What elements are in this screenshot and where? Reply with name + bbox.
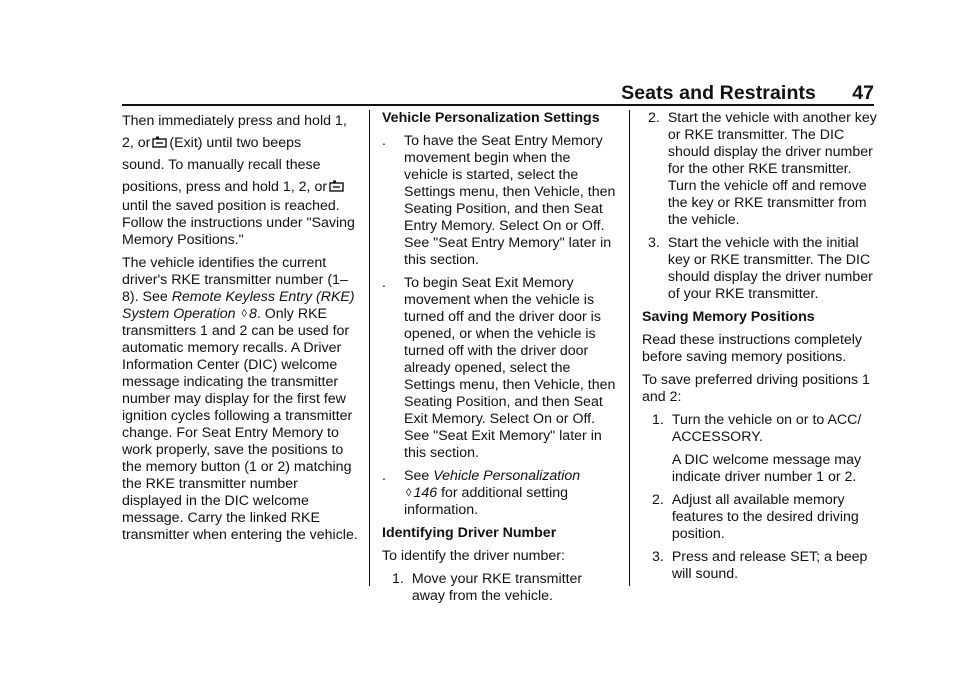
list-item: 2. Adjust all available memory features to the desired driving position. xyxy=(652,492,859,542)
list-item: 3. Start the vehicle with the initial key or RKE transmitter. The DIC should display the driver number of your RKE transmitter. xyxy=(648,235,873,302)
bullet-icon: . xyxy=(382,468,386,484)
page-number: 47 xyxy=(852,82,874,104)
saving-intro: Read these instructions completely before saving memory positions. xyxy=(642,332,863,365)
step-number: 3. xyxy=(652,549,664,565)
recall-paragraph: Then immediately press and hold 1, 2, or (Exit) until two beeps sound. To manually recall these positions, press and hold 1, 2, or until the saved position is reached. Follow the instructions under "Saving Memory Positions." xyxy=(122,113,355,248)
step-number: 3. xyxy=(648,235,660,251)
list-item: 3. Press and release SET; a beep will sound. xyxy=(652,549,868,582)
column-2 xyxy=(382,110,618,611)
list-item: 1. Move your RKE transmitter away from the vehicle. xyxy=(392,571,583,604)
vehicle-personalization-link[interactable]: Vehicle Personalization xyxy=(433,468,581,484)
step-number: 1. xyxy=(392,571,404,587)
exit-seat-icon-2 xyxy=(329,180,344,192)
bullet-icon: . xyxy=(382,275,386,291)
step-number: 2. xyxy=(652,492,664,508)
identify-intro: To identify the driver number: xyxy=(382,548,565,564)
rke-page-ref[interactable]: 8 xyxy=(248,306,257,322)
heading-saving-memory: Saving Memory Positions xyxy=(642,309,815,325)
column-divider-2 xyxy=(629,110,630,586)
vehicle-personalization-page-ref[interactable]: 146 xyxy=(413,485,438,501)
list-item: 2. Start the vehicle with another key or RKE transmitter. The DIC should display the driver number for the other RKE transmitter. Turn the vehicle off and remove the key or RKE transmitter from the vehicle. xyxy=(648,110,877,228)
list-item: . To have the Seat Entry Memory movement begin when the vehicle is started, select the Settings menu, then Vehicle, then Seating Position, and then Seat Entry Memory. Select On or Off. See "Seat Entry Memory" later in this section. xyxy=(382,133,616,268)
list-item: . To begin Seat Exit Memory movement when the vehicle is turned off and the driver door is opened, or when the vehicle is turned off with the driver door already opened, select the Settings menu, then Vehicle, then Seating Position, and then Seat Exit Memory. Select On or Off. See "Seat Exit Memory" later in this section. xyxy=(382,275,616,461)
saving-positions-intro: To save preferred driving positions 1 and 2: xyxy=(642,372,870,405)
step-note: A DIC welcome message may indicate driver number 1 or 2. xyxy=(671,452,862,485)
list-item: 1. Turn the vehicle on or to ACC/ ACCESSORY. A DIC welcome message may indicate driver number 1 or 2. xyxy=(642,412,878,486)
page-reference-arrow-icon: ◊ xyxy=(406,487,412,499)
list-item: . See Vehicle Personalization ◊ 146 for additional setting information. xyxy=(382,468,581,518)
exit-seat-icon xyxy=(152,136,167,148)
page-header xyxy=(122,80,874,106)
step-number: 1. xyxy=(652,412,664,428)
driver-id-paragraph: The vehicle identifies the current driver's RKE transmitter number (1–8). See Remote Keyless Entry (RKE) System Operation ◊ 8. Only RKE transmitters 1 and 2 can be used for automatic memory recalls. A Driver Information Center (DIC) welcome message indicating the transmitter number may display for the first few ignition cycles following a transmitter change. For Seat Entry Memory to work properly, save the positions to the memory button (1 or 2) matching the RKE transmitter number displayed in the DIC welcome message. Carry the linked RKE transmitter when entering the vehicle. xyxy=(122,255,358,543)
heading-vehicle-personalization: Vehicle Personalization Settings xyxy=(382,110,600,126)
heading-identifying-driver: Identifying Driver Number xyxy=(382,525,557,541)
page-reference-arrow-icon: ◊ xyxy=(241,308,247,320)
column-3 xyxy=(642,110,878,589)
header-rule xyxy=(122,104,874,106)
rke-link[interactable]: Remote Keyless Entry (RKE) System Operation xyxy=(122,289,355,322)
column-divider-1 xyxy=(369,110,370,586)
bullet-icon: . xyxy=(382,133,386,149)
section-title: Seats and Restraints xyxy=(621,82,816,104)
column-1 xyxy=(122,110,358,550)
step-number: 2. xyxy=(648,110,660,126)
